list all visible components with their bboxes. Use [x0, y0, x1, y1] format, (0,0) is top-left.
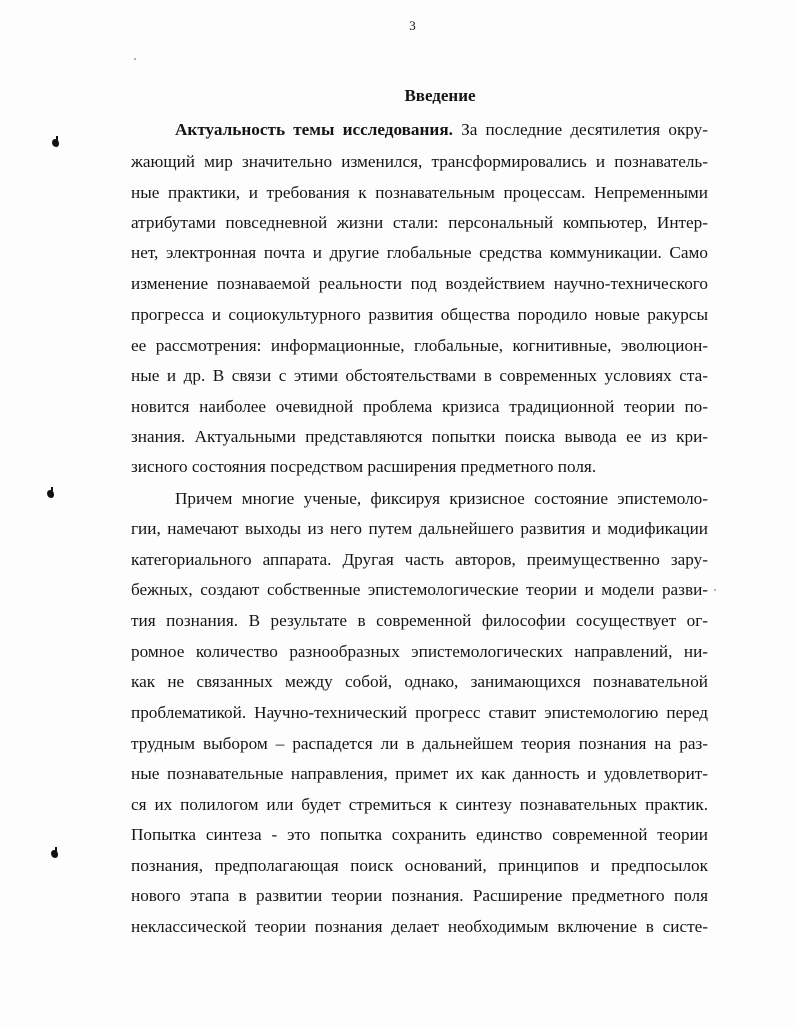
text-line: гии, намечают выходы из него путем дальнейшего развития и модификации — [131, 519, 708, 538]
scan-speck — [714, 589, 716, 591]
text-line: зисного состояния посредством расширения предметного поля. — [131, 457, 597, 476]
paragraph-2-line-1: Причем многие ученые, фиксируя кризисное состояние эпистемоло- — [175, 489, 708, 508]
binding-hole-mark — [51, 850, 58, 858]
text-line: ные познавательные направления, примет их как данность и удовлетворит- — [131, 764, 708, 783]
scan-speck — [134, 58, 136, 60]
text-line: знания. Актуальными представляются попытки поиска вывода ее из кри- — [131, 427, 708, 446]
text-line: тия познания. В результате в современной философии сосуществует ог- — [131, 611, 708, 630]
text-line: ные практики, и требования к познавательным процессам. Непременными — [131, 183, 708, 202]
binding-hole-mark — [47, 490, 54, 498]
text-line: нет, электронная почта и другие глобальные средства коммуникации. Само — [131, 243, 708, 262]
text-line: трудным выбором – распадется ли в дальнейшем теория познания на раз- — [131, 734, 708, 753]
text-line: изменение познаваемой реальности под воздействием научно-технического — [131, 274, 708, 293]
text-line: категориального аппарата. Другая часть авторов, преимущественно зару- — [131, 550, 708, 569]
text-line: атрибутами повседневной жизни стали: персональный компьютер, Интер- — [131, 213, 708, 232]
text-line: бежных, создают собственные эпистемологические теории и модели разви- — [131, 580, 708, 599]
text-line: ные и др. В связи с этими обстоятельствами в современных условиях ста- — [131, 366, 708, 385]
text-line: нового этапа в развитии теории познания. Расширение предметного поля — [131, 886, 708, 905]
text-line: как не связанных между собой, однако, занимающихся познавательной — [131, 672, 708, 691]
text-line: проблематикой. Научно-технический прогресс ставит эпистемологию перед — [131, 703, 708, 722]
text-line: новится наиболее очевидной проблема кризиса традиционной теории по- — [131, 397, 708, 416]
text-line: познания, предполагающая поиск оснований, принципов и предпосылок — [131, 856, 708, 875]
binding-hole-mark — [52, 139, 59, 147]
text-line: ромное количество разнообразных эпистемологических направлений, ни- — [131, 642, 708, 661]
text-line: Попытка синтеза - это попытка сохранить единство современной теории — [131, 825, 708, 844]
text-line: ее рассмотрения: информационные, глобальные, когнитивные, эволюцион- — [131, 336, 708, 355]
text-line: ся их полилогом или будет стремиться к синтезу познавательных практик. — [131, 795, 708, 814]
text-line: неклассической теории познания делает необходимым включение в систе- — [131, 917, 708, 936]
section-heading: Введение — [404, 86, 476, 105]
text-line: прогресса и социокультурного развития общества породило новые ракурсы — [131, 305, 708, 324]
line-text: За последние десятилетия окру- — [452, 120, 708, 139]
lead-phrase: Актуальность темы исследования. — [175, 120, 453, 139]
paragraph-1-line-1 — [175, 120, 708, 140]
text-line: жающий мир значительно изменился, трансформировались и познаватель- — [131, 152, 708, 171]
page-number: 3 — [409, 18, 416, 33]
